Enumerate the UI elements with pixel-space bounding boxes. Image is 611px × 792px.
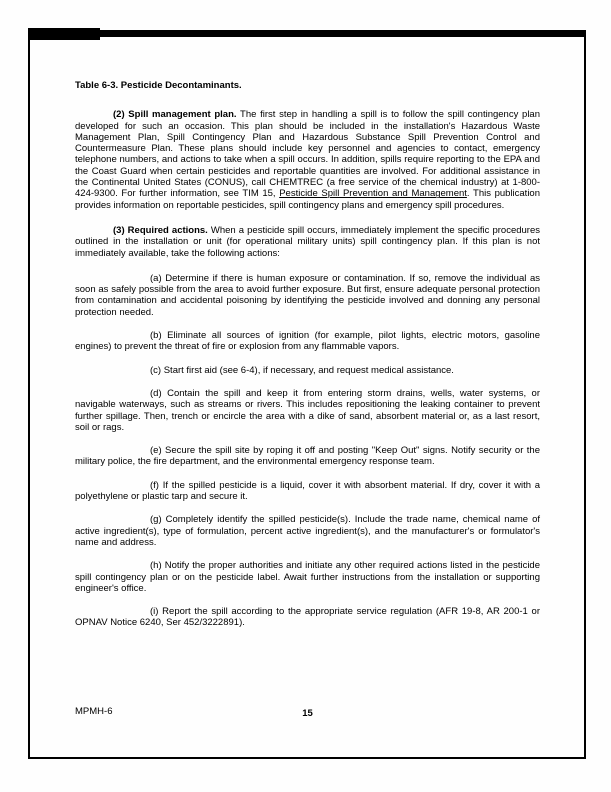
action-text: Notify the proper authorities and initiate any other required actions listed in the pesticide spill contingency plan or on the pesticide label. Await further instructions from the installation or supporting engineer's office. — [75, 560, 541, 594]
action-label: (c) — [150, 364, 162, 376]
paragraph-2-lead: (2) Spill management plan. — [113, 109, 237, 121]
publication-title: Pesticide Spill Prevention and Management — [279, 188, 467, 200]
paragraph-2-body-after: . This publication provides information on reportable pesticides, spill contingency plans and emergency spill procedures. — [75, 188, 541, 211]
action-label: (d) — [150, 387, 162, 399]
action-label: (b) — [150, 330, 162, 342]
scan-artifact — [28, 28, 100, 40]
table-heading: Table 6-3. Pesticide Decontaminants. — [75, 80, 242, 91]
page-footer — [75, 706, 540, 720]
paragraph-3-lead: (3) Required actions. — [113, 224, 208, 236]
action-item-f — [75, 480, 540, 503]
action-text: Secure the spill site by roping it off and posting "Keep Out" signs. Notify security or the military police, the fire department, and the environmental emergency response team. — [75, 445, 540, 468]
page-number: 15 — [302, 708, 313, 719]
action-text: Determine if there is human exposure or contamination. If so, remove the individual as soon as safely possible from the area to avoid further exposure. But first, ensure adequate personal protection from contamination and accidental poisoning by identifying the pesticide involved and donning any personal protection needed. — [75, 272, 540, 318]
action-text: Start first aid (see 6-4), if necessary, and request medical assistance. — [163, 364, 454, 376]
action-item-c — [75, 365, 540, 376]
action-item-i — [75, 606, 540, 629]
action-item-d — [75, 388, 540, 433]
action-label: (e) — [150, 445, 162, 457]
action-item-b — [75, 330, 540, 353]
action-item-h — [75, 560, 540, 594]
paragraph-spill-management-plan — [75, 109, 540, 211]
paragraph-2-body: The first step in handling a spill is to follow the spill contingency plan developed for such an occasion. This plan should be included in the installation's Hazardous Waste Management Plan, Spill Contingency Plan and Hazardous Substance Spill Prevention Control and Countermeasure Plan. These plans should include key personnel and agencies to contact, emergency telephone numbers, and actions to take when a spill occurs. In addition, spills require reporting to the EPA and the Coast Guard when certain pesticides and reportable quantities are involved. For additional assistance in the Continental United States (CONUS), call CHEMTREC (a free service of the chemical industry) at 1-800-424-9300. For further information, see TIM 15, — [75, 109, 540, 200]
action-text: If the spilled pesticide is a liquid, cover it with absorbent material. If dry, cover it with a polyethylene or plastic tarp and secure it. — [75, 479, 541, 503]
action-label: (a) — [150, 272, 162, 284]
action-label: (i) — [150, 606, 159, 618]
action-label: (g) — [150, 514, 162, 526]
action-label: (h) — [150, 560, 162, 572]
action-text: Eliminate all sources of ignition (for example, pilot lights, electric motors, gasoline engines) to prevent the threat of fire or explosion from any flammable vapors. — [75, 330, 540, 353]
action-item-a — [75, 273, 540, 318]
action-item-g — [75, 514, 540, 548]
action-text: Contain the spill and keep it from entering storm drains, wells, water systems, or navigable waterways, such as streams or rivers. This includes repositioning the leaking container to prevent further spillage. Then, trench or encircle the area with a dike of sand, absorbent material or, as a last resort, soil or rags. — [75, 387, 540, 433]
action-label: (f) — [150, 479, 159, 491]
page-content — [75, 80, 540, 641]
paragraph-3-body: When a pesticide spill occurs, immediately implement the specific procedures outlined in the installation or unit (for operational military units) spill contingency plan. If this plan is not immediately available, take the following actions: — [75, 224, 541, 259]
paragraph-required-actions — [75, 225, 540, 259]
action-text: Completely identify the spilled pesticide(s). Include the trade name, chemical name of active ingredient(s), type of formulation, percent active ingredient(s), and the manufacturer's or formulator's name and address. — [75, 514, 540, 548]
doc-id: MPMH-6 — [75, 706, 113, 717]
action-item-e — [75, 445, 540, 468]
action-text: Report the spill according to the appropriate service regulation (AFR 19-8, AR 200-1 or OPNAV Notice 6240, Ser 452/3222891). — [75, 606, 540, 629]
